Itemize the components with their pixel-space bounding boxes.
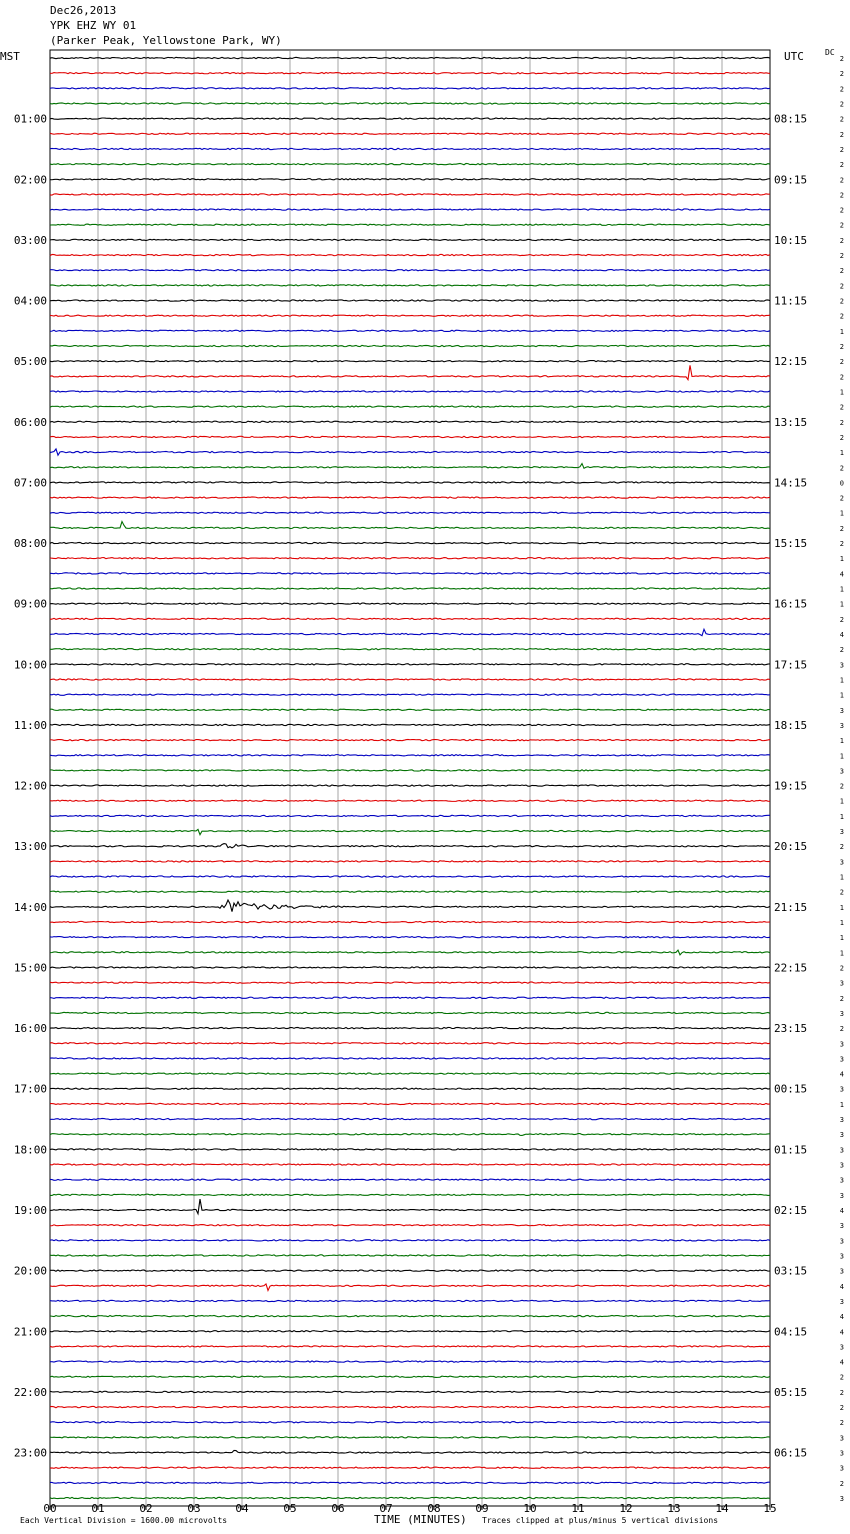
dc-offset-value: 1 — [839, 585, 844, 594]
dc-offset-value: 2 — [839, 221, 844, 230]
trace-line — [50, 88, 770, 89]
trace-line — [50, 1361, 770, 1362]
trace-line — [50, 148, 770, 149]
dc-offset-value: 3 — [839, 1252, 844, 1261]
dc-offset-value: 3 — [839, 1267, 844, 1276]
dc-offset-value: 2 — [839, 540, 844, 549]
dc-offset-value: 1 — [839, 934, 844, 943]
dc-offset-value: 2 — [839, 433, 844, 442]
trace-line — [50, 285, 770, 286]
dc-offset-value: 1 — [839, 449, 844, 458]
right-hour-label: 16:15 — [774, 597, 808, 611]
trace-line — [50, 573, 770, 574]
plot-frame — [50, 50, 770, 1506]
trace-line — [50, 1284, 770, 1291]
dc-offset-value: 3 — [839, 1297, 844, 1306]
left-hour-label: 08:00 — [13, 537, 47, 551]
dc-offset-value: 4 — [839, 631, 844, 639]
dc-offset-value: 3 — [839, 1343, 844, 1352]
dc-offset-value: 2 — [839, 282, 844, 291]
x-tick-label: 01 — [91, 1502, 105, 1515]
trace-line — [50, 679, 770, 680]
dc-offset-value: 2 — [839, 464, 844, 473]
trace-line — [50, 755, 770, 756]
dc-offset-value: 1 — [839, 903, 844, 912]
dc-offset-value: 2 — [839, 646, 844, 655]
dc-offset-value: 4 — [839, 1207, 844, 1215]
dc-offset-value: 2 — [839, 782, 844, 791]
left-hour-label: 20:00 — [13, 1264, 47, 1278]
left-hour-label: 02:00 — [13, 173, 47, 187]
trace-line — [50, 542, 770, 543]
dc-offset-value: 2 — [839, 343, 844, 351]
dc-offset-value: 3 — [839, 1009, 844, 1018]
left-hour-label: 12:00 — [13, 779, 47, 793]
trace-line — [50, 739, 770, 740]
dc-offset-value: 2 — [839, 524, 844, 533]
left-hour-label: 17:00 — [13, 1082, 47, 1096]
left-hour-label: 15:00 — [13, 961, 47, 975]
left-hour-label: 10:00 — [13, 658, 47, 672]
clip-note: Traces clipped at plus/minus 5 vertical divisions — [482, 1516, 719, 1525]
scale-note: Each Vertical Division = 1600.00 microvolts — [20, 1516, 228, 1525]
left-timezone-label: MST — [0, 50, 20, 63]
dc-offset-value: 2 — [839, 964, 844, 973]
right-hour-label: 06:15 — [774, 1446, 808, 1460]
dc-offset-value: 1 — [839, 797, 844, 806]
x-tick-label: 07 — [379, 1502, 393, 1515]
left-hour-label: 23:00 — [13, 1446, 47, 1460]
dc-offset-value: 3 — [839, 1176, 844, 1185]
trace-line — [50, 1406, 770, 1407]
trace-line — [50, 1497, 770, 1498]
trace-line — [50, 1225, 770, 1226]
trace-line — [50, 844, 770, 848]
trace-line — [50, 1199, 770, 1214]
dc-offset-value: 0 — [839, 479, 844, 488]
trace-line — [50, 1194, 770, 1195]
trace-line — [50, 179, 770, 180]
dc-offset-value: 2 — [839, 418, 844, 427]
x-axis-title: TIME (MINUTES) — [374, 1513, 467, 1526]
trace-line — [50, 224, 770, 225]
dc-offset-value: 2 — [839, 236, 844, 245]
right-hour-label: 02:15 — [774, 1204, 808, 1217]
trace-line — [50, 709, 770, 710]
trace-line — [50, 967, 770, 968]
left-hour-label: 04:00 — [13, 294, 47, 308]
dc-offset-value: 1 — [839, 949, 844, 958]
dc-offset-value: 4 — [839, 1070, 844, 1079]
dc-offset-value: 2 — [839, 206, 844, 215]
trace-line — [50, 497, 770, 498]
dc-offset-value: 1 — [839, 676, 844, 685]
x-tick-label: 02 — [139, 1502, 153, 1515]
left-hour-label: 13:00 — [13, 840, 47, 854]
trace-line — [50, 391, 770, 392]
left-hour-label: 09:00 — [13, 597, 47, 611]
dc-offset-value: 2 — [839, 1479, 844, 1488]
dc-offset-value: 2 — [839, 1373, 844, 1382]
trace-line — [50, 1376, 770, 1377]
dc-offset-value: 3 — [839, 661, 844, 670]
trace-line — [50, 921, 770, 922]
right-hour-label: 14:15 — [774, 476, 808, 490]
right-hour-label: 23:15 — [774, 1022, 808, 1036]
dc-offset-value: 3 — [839, 1161, 844, 1170]
dc-offset-value: 3 — [839, 1146, 844, 1155]
trace-line — [50, 800, 770, 801]
x-tick-label: 03 — [187, 1502, 201, 1515]
x-tick-label: 15 — [763, 1502, 777, 1515]
dc-offset-value: 3 — [839, 706, 844, 715]
trace-line — [50, 436, 770, 437]
left-hour-label: 01:00 — [13, 112, 47, 126]
right-hour-label: 05:15 — [774, 1385, 808, 1399]
dc-offset-value: 3 — [839, 979, 844, 988]
right-hour-label: 22:15 — [774, 961, 808, 975]
dc-offset-value: 3 — [839, 1116, 844, 1125]
dc-offset-value: 1 — [839, 327, 844, 336]
right-hour-label: 03:15 — [774, 1264, 808, 1278]
trace-line — [50, 1255, 770, 1256]
dc-offset-value: 2 — [839, 494, 844, 503]
dc-offset-value: 1 — [839, 555, 844, 564]
dc-offset-value: 1 — [839, 600, 844, 609]
dc-offset-value: 1 — [839, 873, 844, 882]
trace-line — [50, 829, 770, 834]
dc-offset-value: 3 — [839, 1055, 844, 1064]
trace-line — [50, 694, 770, 695]
dc-offset-value: 4 — [839, 570, 844, 579]
trace-line — [50, 649, 770, 650]
trace-line — [50, 345, 770, 346]
left-hour-label: 14:00 — [13, 900, 47, 914]
right-hour-label: 00:15 — [774, 1082, 808, 1096]
dc-offset-value: 4 — [839, 1358, 844, 1367]
trace-line — [50, 406, 770, 407]
trace-line — [50, 270, 770, 271]
trace-line — [50, 588, 770, 589]
trace-line — [50, 1073, 770, 1074]
trace-line — [50, 1058, 770, 1059]
trace-line — [50, 1088, 770, 1089]
trace-line — [50, 1149, 770, 1150]
x-tick-label: 11 — [571, 1502, 585, 1515]
trace-line — [50, 522, 770, 529]
dc-offset-value: 2 — [839, 312, 844, 321]
right-hour-label: 18:15 — [774, 718, 808, 732]
right-hour-label: 09:15 — [774, 173, 808, 187]
right-hour-label: 12:15 — [774, 355, 808, 369]
dc-offset-value: 3 — [839, 1085, 844, 1094]
trace-line — [50, 361, 770, 362]
trace-line — [50, 1346, 770, 1347]
dc-offset-value: 2 — [839, 1404, 844, 1413]
dc-offset-value: 2 — [839, 1388, 844, 1397]
x-tick-label: 05 — [283, 1502, 297, 1515]
dc-offset-value: 4 — [839, 1282, 844, 1291]
trace-line — [50, 1103, 770, 1104]
trace-line — [50, 239, 770, 240]
trace-line — [50, 73, 770, 74]
dc-offset-value: 2 — [839, 252, 844, 261]
x-tick-label: 00 — [43, 1502, 57, 1515]
trace-line — [50, 629, 770, 635]
dc-offset-value: 2 — [839, 85, 844, 94]
left-hour-label: 22:00 — [13, 1385, 47, 1399]
dc-offset-value: 3 — [839, 858, 844, 867]
trace-line — [50, 1467, 770, 1468]
left-hour-label: 07:00 — [13, 476, 47, 490]
dc-offset-value: 2 — [839, 994, 844, 1003]
right-hour-label: 20:15 — [774, 840, 808, 854]
right-hour-label: 11:15 — [774, 294, 808, 308]
trace-line — [50, 464, 770, 469]
left-hour-label: 03:00 — [13, 233, 47, 247]
dc-label: DC — [825, 48, 835, 57]
dc-offset-value: 2 — [839, 888, 844, 897]
trace-line — [50, 876, 770, 877]
dc-offset-value: 2 — [839, 70, 844, 79]
trace-line — [50, 950, 770, 955]
dc-offset-value: 3 — [839, 721, 844, 730]
dc-offset-value: 1 — [839, 919, 844, 927]
chart-date: Dec26,2013 — [50, 4, 117, 17]
dc-offset-value: 3 — [839, 1237, 844, 1246]
dc-offset-value: 3 — [839, 828, 844, 837]
dc-offset-value: 3 — [839, 1449, 844, 1458]
trace-line — [50, 365, 770, 379]
dc-offset-value: 2 — [839, 843, 844, 852]
trace-line — [50, 861, 770, 862]
trace-line — [50, 1450, 770, 1453]
dc-offset-value: 3 — [839, 767, 844, 776]
right-hour-label: 01:15 — [774, 1143, 808, 1157]
right-hour-label: 04:15 — [774, 1325, 808, 1339]
dc-offset-value: 3 — [839, 1222, 844, 1231]
trace-line — [50, 1043, 770, 1044]
trace-line — [50, 815, 770, 816]
trace-line — [50, 315, 770, 316]
trace-line — [50, 664, 770, 665]
dc-offset-value: 2 — [839, 55, 844, 63]
trace-line — [50, 133, 770, 134]
dc-offset-value: 2 — [839, 161, 844, 170]
dc-offset-value: 3 — [839, 1040, 844, 1049]
dc-offset-value: 4 — [839, 1328, 844, 1337]
trace-line — [50, 1012, 770, 1013]
trace-line — [50, 558, 770, 559]
dc-offset-value: 2 — [839, 373, 844, 382]
trace-line — [50, 482, 770, 483]
left-hour-label: 18:00 — [13, 1143, 47, 1157]
x-tick-label: 06 — [331, 1502, 345, 1515]
dc-offset-value: 2 — [839, 297, 844, 306]
left-hour-label: 06:00 — [13, 415, 47, 429]
trace-line — [50, 103, 770, 104]
left-hour-label: 21:00 — [13, 1325, 47, 1339]
dc-offset-value: 2 — [839, 130, 844, 139]
dc-offset-value: 1 — [839, 691, 844, 700]
trace-line — [50, 1179, 770, 1180]
trace-line — [50, 1027, 770, 1028]
trace-line — [50, 900, 770, 912]
dc-offset-value: 1 — [839, 737, 844, 746]
trace-line — [50, 512, 770, 513]
trace-line — [50, 1118, 770, 1119]
right-hour-label: 21:15 — [774, 900, 808, 914]
trace-line — [50, 1437, 770, 1438]
x-tick-label: 08 — [427, 1502, 441, 1515]
left-hour-label: 19:00 — [13, 1204, 47, 1217]
right-hour-label: 15:15 — [774, 537, 808, 551]
dc-offset-value: 4 — [839, 1313, 844, 1322]
trace-line — [50, 194, 770, 195]
trace-line — [50, 997, 770, 998]
trace-line — [50, 163, 770, 164]
dc-offset-value: 3 — [839, 1464, 844, 1473]
dc-offset-value: 1 — [839, 509, 844, 518]
chart-station: YPK EHZ WY 01 — [50, 19, 137, 32]
trace-line — [50, 421, 770, 422]
trace-line — [50, 209, 770, 210]
trace-line — [50, 1315, 770, 1316]
dc-offset-value: 1 — [839, 1100, 844, 1109]
dc-offset-value: 1 — [839, 388, 844, 397]
right-hour-label: 10:15 — [774, 233, 808, 247]
left-hour-label: 16:00 — [13, 1022, 47, 1036]
dc-offset-value: 1 — [839, 752, 844, 761]
x-tick-label: 10 — [523, 1502, 537, 1515]
dc-offset-value: 2 — [839, 115, 844, 124]
right-hour-label: 13:15 — [774, 415, 808, 429]
trace-line — [50, 57, 770, 58]
trace-line — [50, 1300, 770, 1301]
trace-line — [50, 603, 770, 604]
trace-line — [50, 118, 770, 119]
dc-offset-value: 2 — [839, 267, 844, 276]
trace-line — [50, 1331, 770, 1332]
x-tick-label: 14 — [715, 1502, 729, 1515]
dc-offset-value: 2 — [839, 100, 844, 109]
chart-location: (Parker Peak, Yellowstone Park, WY) — [50, 34, 282, 47]
left-hour-label: 05:00 — [13, 355, 47, 369]
dc-offset-value: 3 — [839, 1495, 844, 1503]
trace-line — [50, 891, 770, 892]
trace-line — [50, 618, 770, 619]
trace-line — [50, 330, 770, 331]
dc-offset-value: 3 — [839, 1131, 844, 1140]
dc-offset-value: 2 — [839, 403, 844, 412]
trace-line — [50, 770, 770, 771]
dc-offset-value: 2 — [839, 176, 844, 185]
x-tick-label: 13 — [667, 1502, 681, 1515]
trace-line — [50, 449, 770, 455]
trace-line — [50, 1482, 770, 1483]
dc-offset-value: 2 — [839, 191, 844, 200]
dc-offset-value: 3 — [839, 1434, 844, 1443]
right-hour-label: 17:15 — [774, 658, 808, 672]
trace-line — [50, 1270, 770, 1271]
dc-offset-value: 2 — [839, 145, 844, 154]
right-timezone-label: UTC — [784, 50, 804, 63]
dc-offset-value: 3 — [839, 1191, 844, 1200]
right-hour-label: 08:15 — [774, 112, 808, 126]
trace-line — [50, 1240, 770, 1241]
x-tick-label: 09 — [475, 1502, 489, 1515]
right-hour-label: 19:15 — [774, 779, 808, 793]
dc-offset-value: 2 — [839, 615, 844, 624]
dc-offset-value: 2 — [839, 1419, 844, 1428]
dc-offset-value: 1 — [839, 812, 844, 821]
dc-offset-value: 2 — [839, 1025, 844, 1034]
trace-line — [50, 1164, 770, 1165]
trace-line — [50, 1134, 770, 1136]
trace-line — [50, 1391, 770, 1392]
trace-line — [50, 300, 770, 301]
trace-line — [50, 1422, 770, 1423]
trace-line — [50, 982, 770, 983]
trace-line — [50, 785, 770, 786]
x-tick-label: 12 — [619, 1502, 633, 1515]
dc-offset-value: 2 — [839, 358, 844, 367]
x-tick-label: 04 — [235, 1502, 249, 1515]
trace-line — [50, 254, 770, 255]
left-hour-label: 11:00 — [13, 718, 47, 732]
trace-line — [50, 937, 770, 938]
trace-line — [50, 724, 770, 725]
